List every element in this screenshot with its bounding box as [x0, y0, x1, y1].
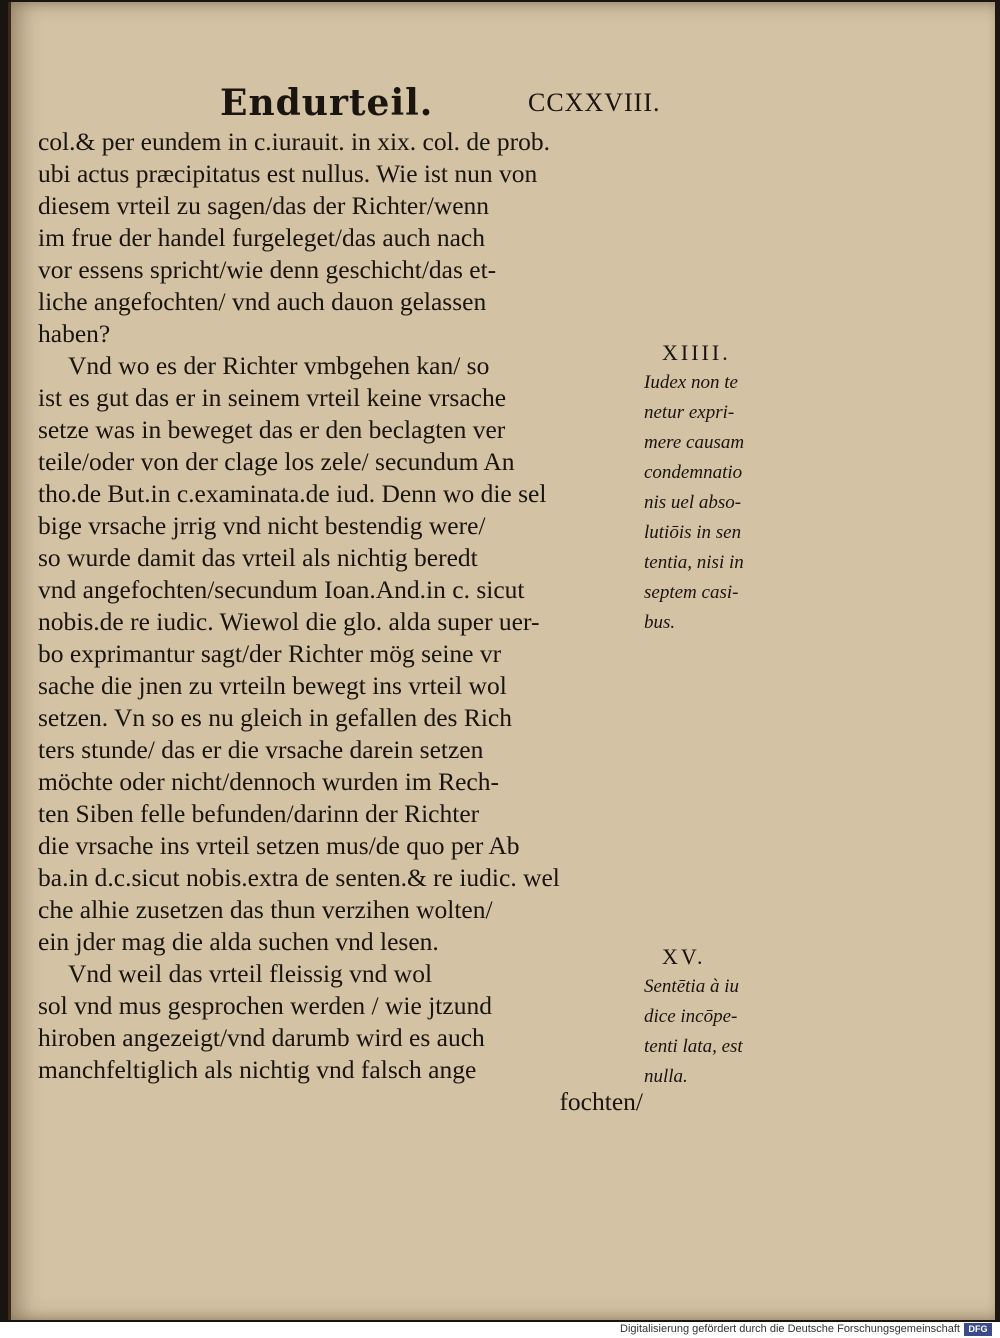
margin-note-line: netur expri- — [644, 402, 735, 423]
catchword: fochten/ — [559, 1087, 643, 1116]
text-line: vnd angefochten/secundum Ioan.And.in c. sicut — [38, 575, 525, 604]
text-line: bige vrsache jrrig vnd nicht bestendig were/ — [38, 511, 486, 540]
margin-note-line: Sentētia à iu — [644, 976, 739, 997]
text-line: ters stunde/ das er die vrsache darein setzen — [38, 735, 484, 764]
text-line: ba.in d.c.sicut nobis.extra de senten.& re iudic. wel — [38, 863, 560, 892]
text-line: tho.de But.in c.examinata.de iud. Denn wo die sel — [38, 479, 547, 508]
text-line: teile/oder von der clage los zele/ secundum An — [38, 447, 515, 476]
page-edge — [995, 2, 1000, 1320]
text-line: che alhie zusetzen das thun verzihen wolten/ — [38, 895, 493, 924]
dfg-logo: DFG — [964, 1323, 992, 1336]
margin-note-line: mere causam — [644, 432, 745, 453]
margin-note-number: XIIII. — [662, 340, 731, 365]
text-line: sache die jnen zu vrteiln bewegt ins vrteil wol — [38, 671, 507, 700]
text-line: Vnd weil das vrteil fleissig vnd wol — [68, 959, 433, 988]
running-title: Endurteil. — [220, 82, 434, 124]
margin-note-line: nulla. — [644, 1066, 688, 1087]
text-line: bo exprimantur sagt/der Richter mög seine vr — [38, 639, 502, 668]
text-line: nobis.de re iudic. Wiewol die glo. alda super uer- — [38, 607, 540, 636]
text-line: ist es gut das er in seinem vrteil keine vrsache — [38, 383, 507, 412]
digitization-credit: Digitalisierung gefördert durch die Deutsche Forschungsgemeinschaft — [620, 1323, 960, 1335]
margin-note-line: nis uel abso- — [644, 492, 742, 513]
text-line: die vrsache ins vrteil setzen mus/de quo per Ab — [38, 831, 520, 860]
text-line: Vnd wo es der Richter vmbgehen kan/ so — [68, 351, 490, 380]
text-line: so wurde damit das vrteil als nichtig beredt — [38, 543, 478, 572]
text-line: liche angefochten/ vnd auch dauon gelassen — [38, 287, 487, 316]
text-line: ubi actus præcipitatus est nullus. Wie ist nun von — [38, 159, 538, 188]
text-line: vor essens spricht/wie denn geschicht/das et- — [38, 255, 497, 284]
text-line: diesem vrteil zu sagen/das der Richter/wenn — [38, 191, 490, 220]
margin-note-line: tentia, nisi in — [644, 552, 744, 573]
margin-note-15 — [644, 942, 774, 1092]
margin-note-line: Iudex non te — [644, 372, 738, 393]
text-line: manchfeltiglich als nichtig vnd falsch ange — [38, 1055, 477, 1084]
margin-note-line: bus. — [644, 612, 676, 633]
text-line: sol vnd mus gesprochen werden / wie jtzund — [38, 991, 492, 1020]
folio-number: CCXXVIII. — [528, 88, 661, 117]
text-line: hiroben angezeigt/vnd darumb wird es auch — [38, 1023, 485, 1052]
text-line: im frue der handel furgeleget/das auch nach — [38, 223, 485, 252]
text-line: ten Siben felle befunden/darinn der Richter — [38, 799, 480, 828]
text-line: setzen. Vn so es nu gleich in gefallen des Rich — [38, 703, 512, 732]
margin-note-14 — [644, 338, 774, 638]
margin-note-line: septem casi- — [644, 582, 739, 603]
text-line: ein jder mag die alda suchen vnd lesen. — [38, 927, 439, 956]
text-line: col.& per eundem in c.iurauit. in xix. col. de prob. — [38, 127, 550, 156]
margin-note-line: dice incōpe- — [644, 1006, 738, 1027]
main-text-block — [38, 126, 643, 1118]
margin-note-line: tenti lata, est — [644, 1036, 743, 1057]
margin-note-line: condemnatio — [644, 462, 743, 483]
margin-note-line: lutiōis in sen — [644, 522, 742, 543]
text-line: möchte oder nicht/dennoch wurden im Rech- — [38, 767, 499, 796]
text-line: setze was in beweget das er den beclagten ver — [38, 415, 506, 444]
margin-note-number: XV. — [662, 944, 706, 969]
text-line: haben? — [38, 319, 111, 348]
